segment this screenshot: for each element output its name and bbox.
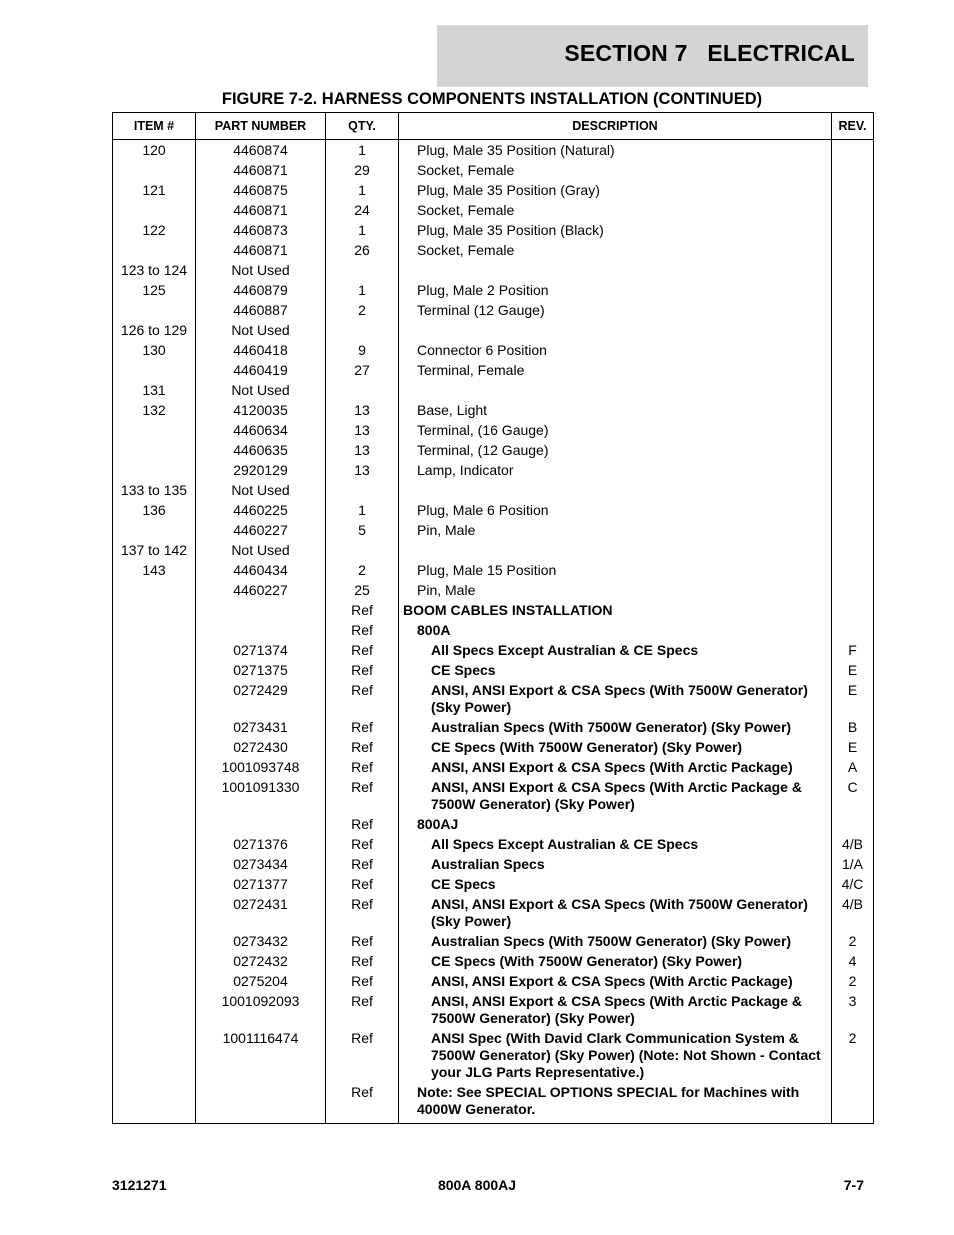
cell-part-number: 1001092093 [196,992,326,1029]
cell-part-number: 0272430 [196,738,326,758]
cell-qty: 24 [326,201,399,221]
cell-rev [832,201,874,221]
cell-rev: C [832,778,874,815]
cell-description: Socket, Female [399,161,832,181]
cell-description: Note: See SPECIAL OPTIONS SPECIAL for Machines with 4000W Generator. [399,1083,832,1124]
cell-qty: 27 [326,361,399,381]
cell-item: 120 [113,140,196,161]
cell-qty: Ref [326,738,399,758]
table-row [113,521,874,541]
table-row [113,1029,874,1083]
cell-item: 121 [113,181,196,201]
cell-part-number: 2920129 [196,461,326,481]
cell-item [113,581,196,601]
cell-part-number: 4460418 [196,341,326,361]
cell-item: 131 [113,381,196,401]
cell-description: Plug, Male 15 Position [399,561,832,581]
cell-item: 136 [113,501,196,521]
cell-description: ANSI, ANSI Export & CSA Specs (With Arctic Package) [399,758,832,778]
cell-item [113,875,196,895]
cell-rev [832,401,874,421]
table-row [113,461,874,481]
cell-part-number [196,815,326,835]
cell-rev [832,161,874,181]
table-row [113,681,874,718]
cell-description: ANSI, ANSI Export & CSA Specs (With 7500W Generator) (Sky Power) [399,681,832,718]
cell-description: Australian Specs [399,855,832,875]
table-row [113,341,874,361]
cell-item [113,201,196,221]
cell-description: BOOM CABLES INSTALLATION [399,601,832,621]
table-row [113,932,874,952]
cell-part-number: 4460871 [196,161,326,181]
cell-item [113,738,196,758]
cell-part-number: Not Used [196,481,326,501]
cell-part-number: Not Used [196,541,326,561]
table-header-row [113,113,874,140]
cell-part-number: 4460227 [196,521,326,541]
table-row [113,481,874,501]
cell-rev: 4/B [832,835,874,855]
cell-description: Plug, Male 35 Position (Natural) [399,140,832,161]
cell-part-number: 4460874 [196,140,326,161]
cell-qty: Ref [326,895,399,932]
cell-description: 800A [399,621,832,641]
cell-qty: 13 [326,421,399,441]
table-row [113,501,874,521]
cell-qty: 13 [326,401,399,421]
cell-qty: 5 [326,521,399,541]
cell-item [113,161,196,181]
cell-qty: 25 [326,581,399,601]
cell-rev [832,1083,874,1124]
cell-part-number: 0272429 [196,681,326,718]
cell-item [113,241,196,261]
cell-qty: 29 [326,161,399,181]
cell-description [399,321,832,341]
cell-description [399,541,832,561]
cell-item [113,718,196,738]
cell-rev [832,621,874,641]
cell-part-number: Not Used [196,261,326,281]
cell-description: ANSI Spec (With David Clark Communication System & 7500W Generator) (Sky Power) (Note: Not Shown - Contact your JLG Parts Representative.) [399,1029,832,1083]
cell-item [113,621,196,641]
cell-qty: Ref [326,601,399,621]
cell-qty: 1 [326,281,399,301]
cell-rev [832,381,874,401]
column-header-description: DESCRIPTION [399,113,832,140]
cell-rev: 4/B [832,895,874,932]
table-row [113,972,874,992]
table-row [113,361,874,381]
cell-part-number: 0271374 [196,641,326,661]
cell-rev [832,481,874,501]
table-row [113,541,874,561]
cell-rev: 2 [832,1029,874,1083]
parts-table [112,112,874,1124]
table-row [113,401,874,421]
cell-description: Australian Specs (With 7500W Generator) (Sky Power) [399,718,832,738]
cell-qty: 1 [326,501,399,521]
table-row [113,581,874,601]
table-row [113,875,874,895]
cell-item: 143 [113,561,196,581]
table-row [113,661,874,681]
table-row [113,992,874,1029]
cell-rev [832,321,874,341]
cell-rev [832,281,874,301]
cell-qty: Ref [326,815,399,835]
table-row [113,201,874,221]
cell-item [113,895,196,932]
table-row [113,281,874,301]
cell-item: 123 to 124 [113,261,196,281]
cell-qty: 1 [326,140,399,161]
cell-part-number: 4460871 [196,201,326,221]
cell-qty: 2 [326,561,399,581]
cell-qty [326,541,399,561]
cell-qty: Ref [326,972,399,992]
cell-qty: Ref [326,875,399,895]
table-row [113,561,874,581]
cell-part-number: 1001093748 [196,758,326,778]
table-row [113,441,874,461]
table-row [113,718,874,738]
cell-part-number [196,1083,326,1124]
cell-description: Socket, Female [399,241,832,261]
cell-rev [832,341,874,361]
cell-description: ANSI, ANSI Export & CSA Specs (With Arctic Package) [399,972,832,992]
cell-description: Base, Light [399,401,832,421]
cell-item [113,661,196,681]
cell-item [113,681,196,718]
table-row [113,895,874,932]
cell-qty: Ref [326,718,399,738]
cell-rev: E [832,738,874,758]
cell-qty: Ref [326,932,399,952]
cell-item [113,421,196,441]
cell-part-number [196,621,326,641]
cell-part-number: 0271376 [196,835,326,855]
cell-item [113,932,196,952]
cell-part-number: 0271375 [196,661,326,681]
cell-description: Australian Specs (With 7500W Generator) (Sky Power) [399,932,832,952]
table-row [113,952,874,972]
column-header-item: ITEM # [113,113,196,140]
table-body [113,140,874,1124]
cell-rev: F [832,641,874,661]
cell-rev [832,241,874,261]
cell-rev [832,441,874,461]
cell-item [113,815,196,835]
cell-description: Pin, Male [399,521,832,541]
cell-qty: 13 [326,461,399,481]
cell-item [113,778,196,815]
cell-qty: 26 [326,241,399,261]
footer-doc-number: 3121271 [112,1177,167,1193]
table-row [113,778,874,815]
cell-description: All Specs Except Australian & CE Specs [399,641,832,661]
cell-description: Socket, Female [399,201,832,221]
cell-part-number: 0273432 [196,932,326,952]
cell-item [113,1029,196,1083]
cell-qty: Ref [326,992,399,1029]
cell-item [113,521,196,541]
cell-rev [832,601,874,621]
cell-item [113,992,196,1029]
cell-rev [832,301,874,321]
column-header-rev: REV. [832,113,874,140]
cell-rev: A [832,758,874,778]
cell-part-number: 0272431 [196,895,326,932]
cell-rev [832,815,874,835]
cell-qty: 1 [326,221,399,241]
cell-qty: 13 [326,441,399,461]
table-row [113,815,874,835]
cell-item [113,835,196,855]
cell-rev: 1/A [832,855,874,875]
cell-part-number: 4460434 [196,561,326,581]
cell-rev [832,221,874,241]
cell-rev: 4 [832,952,874,972]
table-row [113,621,874,641]
cell-rev: E [832,661,874,681]
cell-item: 137 to 142 [113,541,196,561]
table-row [113,641,874,661]
cell-rev [832,541,874,561]
cell-part-number: 0275204 [196,972,326,992]
cell-qty: Ref [326,1029,399,1083]
table-row [113,421,874,441]
table-row [113,301,874,321]
cell-rev: E [832,681,874,718]
column-header-part-number: PART NUMBER [196,113,326,140]
cell-rev [832,181,874,201]
cell-part-number: 4460873 [196,221,326,241]
cell-description: Pin, Male [399,581,832,601]
table-row [113,221,874,241]
table-row [113,381,874,401]
table-row [113,181,874,201]
cell-part-number: 1001091330 [196,778,326,815]
cell-description: ANSI, ANSI Export & CSA Specs (With Arctic Package & 7500W Generator) (Sky Power) [399,992,832,1029]
cell-description: 800AJ [399,815,832,835]
cell-description [399,381,832,401]
figure-title: FIGURE 7-2. HARNESS COMPONENTS INSTALLATION (CONTINUED) [221,90,763,108]
cell-part-number: 4460225 [196,501,326,521]
cell-rev [832,581,874,601]
cell-part-number: 4460887 [196,301,326,321]
cell-part-number: Not Used [196,321,326,341]
cell-description: Terminal, (16 Gauge) [399,421,832,441]
cell-item [113,601,196,621]
cell-qty [326,381,399,401]
cell-part-number: 0272432 [196,952,326,972]
cell-item [113,972,196,992]
cell-qty: 9 [326,341,399,361]
cell-rev [832,561,874,581]
table-row [113,601,874,621]
footer-page-number: 7-7 [843,1177,864,1193]
section-header [437,25,868,87]
cell-description: Lamp, Indicator [399,461,832,481]
cell-part-number: 4460635 [196,441,326,461]
cell-qty: Ref [326,778,399,815]
cell-item [113,1083,196,1124]
cell-rev: 2 [832,932,874,952]
footer-model: 800A 800AJ [437,1177,517,1193]
cell-part-number: 4460634 [196,421,326,441]
table-row [113,321,874,341]
cell-description: CE Specs [399,875,832,895]
cell-description: ANSI, ANSI Export & CSA Specs (With 7500W Generator) (Sky Power) [399,895,832,932]
column-header-qty: QTY. [326,113,399,140]
cell-description: Plug, Male 35 Position (Black) [399,221,832,241]
cell-part-number: 4460871 [196,241,326,261]
cell-description: Plug, Male 6 Position [399,501,832,521]
cell-part-number: Not Used [196,381,326,401]
table-row [113,835,874,855]
table-row [113,738,874,758]
cell-qty: Ref [326,835,399,855]
cell-item [113,855,196,875]
cell-rev: 2 [832,972,874,992]
cell-part-number: 4460227 [196,581,326,601]
cell-qty [326,481,399,501]
table-row [113,261,874,281]
cell-qty: Ref [326,621,399,641]
section-title: SECTION 7 ELECTRICAL [564,40,855,66]
cell-part-number: 4460875 [196,181,326,201]
cell-part-number: 0273431 [196,718,326,738]
cell-item [113,301,196,321]
cell-qty: 1 [326,181,399,201]
cell-description: All Specs Except Australian & CE Specs [399,835,832,855]
cell-qty: Ref [326,855,399,875]
cell-rev: 4/C [832,875,874,895]
cell-item [113,758,196,778]
cell-item: 132 [113,401,196,421]
cell-item [113,461,196,481]
cell-qty: Ref [326,758,399,778]
table-row [113,758,874,778]
cell-item: 126 to 129 [113,321,196,341]
table-row [113,855,874,875]
cell-item: 133 to 135 [113,481,196,501]
cell-part-number: 4460419 [196,361,326,381]
cell-qty: 2 [326,301,399,321]
cell-qty: Ref [326,681,399,718]
table-row [113,241,874,261]
cell-item [113,441,196,461]
cell-part-number: 0271377 [196,875,326,895]
cell-rev [832,140,874,161]
cell-rev [832,501,874,521]
cell-item [113,641,196,661]
cell-description: Terminal, Female [399,361,832,381]
cell-description [399,481,832,501]
cell-item: 130 [113,341,196,361]
cell-qty: Ref [326,1083,399,1124]
cell-part-number: 4120035 [196,401,326,421]
cell-qty: Ref [326,661,399,681]
cell-description: Terminal (12 Gauge) [399,301,832,321]
cell-description [399,261,832,281]
cell-description: CE Specs (With 7500W Generator) (Sky Power) [399,738,832,758]
cell-description: CE Specs [399,661,832,681]
cell-description: Terminal, (12 Gauge) [399,441,832,461]
cell-part-number: 0273434 [196,855,326,875]
cell-part-number [196,601,326,621]
cell-rev: B [832,718,874,738]
cell-part-number: 1001116474 [196,1029,326,1083]
cell-description: Plug, Male 2 Position [399,281,832,301]
cell-rev [832,361,874,381]
cell-description: Connector 6 Position [399,341,832,361]
cell-rev [832,261,874,281]
cell-qty [326,321,399,341]
cell-item: 122 [113,221,196,241]
cell-description: ANSI, ANSI Export & CSA Specs (With Arctic Package & 7500W Generator) (Sky Power) [399,778,832,815]
cell-qty [326,261,399,281]
cell-item [113,952,196,972]
cell-description: CE Specs (With 7500W Generator) (Sky Power) [399,952,832,972]
cell-rev: 3 [832,992,874,1029]
cell-part-number: 4460879 [196,281,326,301]
cell-rev [832,521,874,541]
cell-description: Plug, Male 35 Position (Gray) [399,181,832,201]
cell-item: 125 [113,281,196,301]
table-row [113,161,874,181]
cell-rev [832,461,874,481]
cell-qty: Ref [326,952,399,972]
table-row [113,140,874,161]
cell-rev [832,421,874,441]
table-row [113,1083,874,1124]
cell-qty: Ref [326,641,399,661]
cell-item [113,361,196,381]
